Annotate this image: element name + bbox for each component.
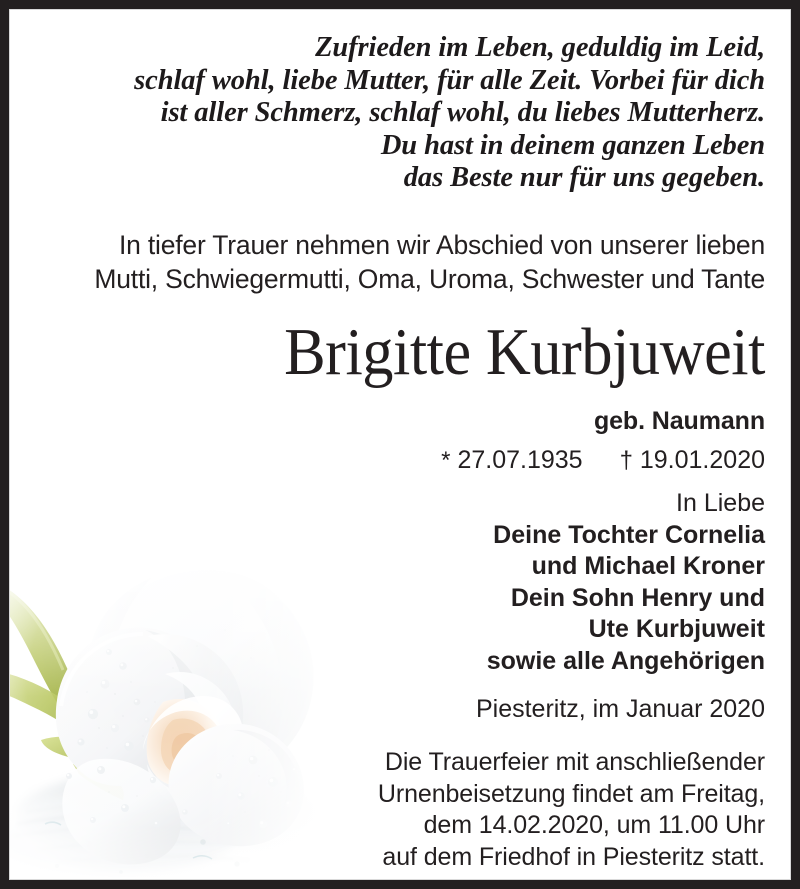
death-date: 19.01.2020: [639, 446, 765, 474]
tribute-block: [49, 488, 765, 677]
cross-icon: †: [619, 447, 633, 474]
mourner-5: sowie alle Angehörigen: [486, 646, 765, 675]
life-dates: [441, 445, 765, 476]
mourner-1: Deine Tochter Cornelia: [493, 520, 765, 549]
ceremony-line-2: Urnenbeisetzung findet am Freitag,: [377, 779, 765, 808]
poem-line-2: schlaf wohl, liebe Mutter, für alle Zeit. Vorbei für dich: [134, 64, 765, 96]
memorial-poem: [49, 32, 765, 195]
tribute-intro: In Liebe: [676, 489, 765, 517]
mourning-statement-line-1: In tiefer Trauer nehmen wir Abschied von unserer lieben: [119, 230, 765, 260]
ceremony-details: [39, 747, 765, 873]
poem-line-3: ist aller Schmerz, schlaf wohl, du liebes Mutterherz.: [160, 97, 765, 128]
poem-line-1: Zufrieden im Leben, geduldig im Leid,: [315, 32, 765, 63]
notice-text: [9, 9, 791, 880]
birth-date-group: [441, 446, 582, 474]
poem-line-5: das Beste nur für uns gegeben.: [403, 162, 765, 193]
mourning-statement-line-2: Mutti, Schwiegermutti, Oma, Uroma, Schwester und Tante: [94, 264, 765, 294]
ceremony-line-3: dem 14.02.2020, um 11.00 Uhr: [423, 811, 765, 839]
mourning-statement: [39, 228, 765, 296]
ceremony-line-4: auf dem Friedhof in Piesteritz statt.: [382, 842, 765, 871]
maiden-name: geb. Naumann: [593, 407, 765, 435]
ceremony-line-1: Die Trauerfeier mit anschließender: [384, 748, 765, 776]
mourner-2: und Michael Kroner: [531, 552, 765, 580]
birth-date: 27.07.1935: [457, 446, 583, 474]
mourner-4: Ute Kurbjuweit: [588, 615, 765, 643]
poem-line-4: Du hast in deinem ganzen Leben: [380, 129, 765, 161]
mourner-3: Dein Sohn Henry und: [510, 583, 765, 612]
deceased-name: Brigitte Kurbjuweit: [284, 315, 765, 389]
place-and-date: Piesteritz, im Januar 2020: [475, 695, 765, 723]
notice-canvas: [9, 9, 791, 880]
death-date-group: [620, 446, 765, 474]
birth-star-icon: *: [441, 447, 451, 474]
